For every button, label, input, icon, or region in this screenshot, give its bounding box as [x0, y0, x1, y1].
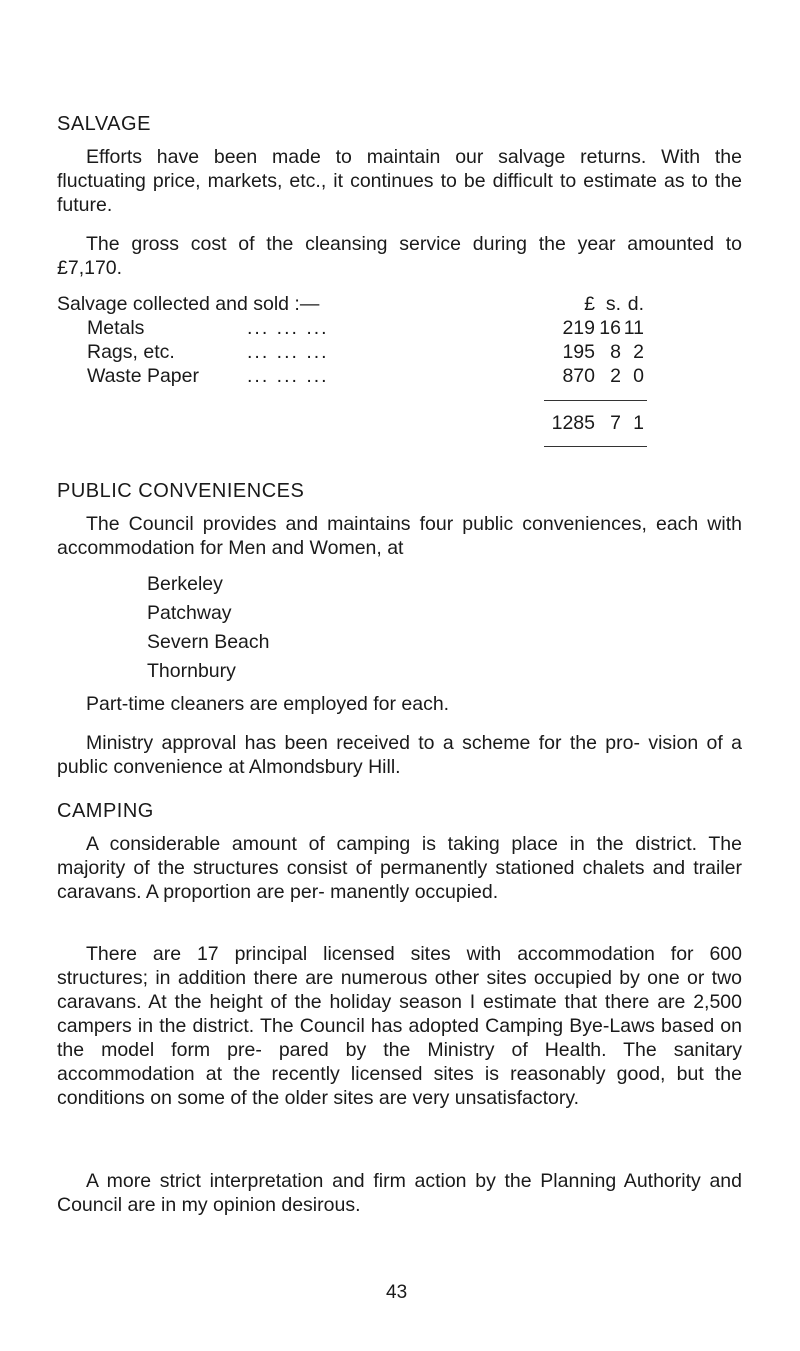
row-item: Waste Paper — [87, 365, 199, 387]
dot-leader: ... ... ... — [247, 341, 329, 363]
table-row — [0, 316, 800, 340]
camping-paragraph-1: A considerable amount of camping is taking place in the district. The majority of the structures consist of permanently stationed chalets and trailer caravans. A proportion are per- manently occupied. — [57, 833, 742, 903]
row-shillings: 8 — [610, 341, 621, 363]
pounds-column-header: £ — [584, 293, 595, 315]
conveniences-paragraph-2: Part-time cleaners are employed for each. — [86, 693, 450, 715]
list-item: Severn Beach — [147, 631, 270, 653]
table-total-row — [0, 411, 800, 435]
camping-paragraph-2: There are 17 principal licensed sites with accommodation for 600 structures; in addition there are numerous other sites occupied by one or two caravans. At the height of the holiday season I estimate that there are 2,500 campers in the district. The Council has adopted Camping Bye-Laws based on the model form pre- pared by the Ministry of Health. The sanitary accommodation at the recently licensed sites is reasonably good, but the conditions on some of the older sites are very unsatisfactory. — [57, 943, 742, 1109]
list-item: Berkeley — [147, 573, 223, 595]
table-row — [0, 364, 800, 388]
row-item: Rags, etc. — [87, 341, 175, 363]
page-number: 43 — [386, 1282, 408, 1303]
salvage-heading: SALVAGE — [57, 113, 151, 135]
dot-leader: ... ... ... — [247, 317, 329, 339]
row-item: Metals — [87, 317, 145, 339]
list-item: Patchway — [147, 602, 232, 624]
row-pence: 11 — [623, 317, 644, 339]
row-shillings: 16 — [599, 317, 621, 339]
total-rule-top — [544, 400, 647, 401]
salvage-table-header — [0, 292, 800, 316]
row-pounds: 870 — [562, 365, 595, 387]
row-shillings: 2 — [610, 365, 621, 387]
salvage-table-label: Salvage collected and sold :— — [57, 293, 320, 315]
conveniences-paragraph-1: The Council provides and maintains four public conveniences, each with accommodation for Men and Women, at — [57, 513, 742, 559]
row-pence: 0 — [633, 365, 644, 387]
row-pounds: 219 — [562, 317, 595, 339]
total-rule-bottom — [544, 446, 647, 447]
salvage-paragraph-2: The gross cost of the cleansing service during the year amounted to £7,170. — [57, 233, 742, 279]
dot-leader: ... ... ... — [247, 365, 329, 387]
list-item: Thornbury — [147, 660, 236, 682]
camping-paragraph-3: A more strict interpretation and firm action by the Planning Authority and Council are in my opinion desirous. — [57, 1170, 742, 1216]
row-pounds: 195 — [562, 341, 595, 363]
convenience-locations-list — [147, 570, 270, 686]
camping-heading: CAMPING — [57, 800, 154, 822]
table-row — [0, 340, 800, 364]
conveniences-paragraph-3: Ministry approval has been received to a scheme for the pro- vision of a public convenience at Almondsbury Hill. — [57, 732, 742, 778]
salvage-paragraph-1: Efforts have been made to maintain our salvage returns. With the fluctuating price, markets, etc., it continues to be difficult to estimate as to the future. — [57, 146, 742, 216]
total-pence: 1 — [633, 412, 644, 434]
conveniences-heading: PUBLIC CONVENIENCES — [57, 480, 305, 502]
total-pounds: 1285 — [551, 412, 595, 434]
pence-column-header: d. — [627, 293, 644, 315]
shillings-column-header: s. — [605, 293, 621, 315]
total-shillings: 7 — [610, 412, 621, 434]
row-pence: 2 — [633, 341, 644, 363]
